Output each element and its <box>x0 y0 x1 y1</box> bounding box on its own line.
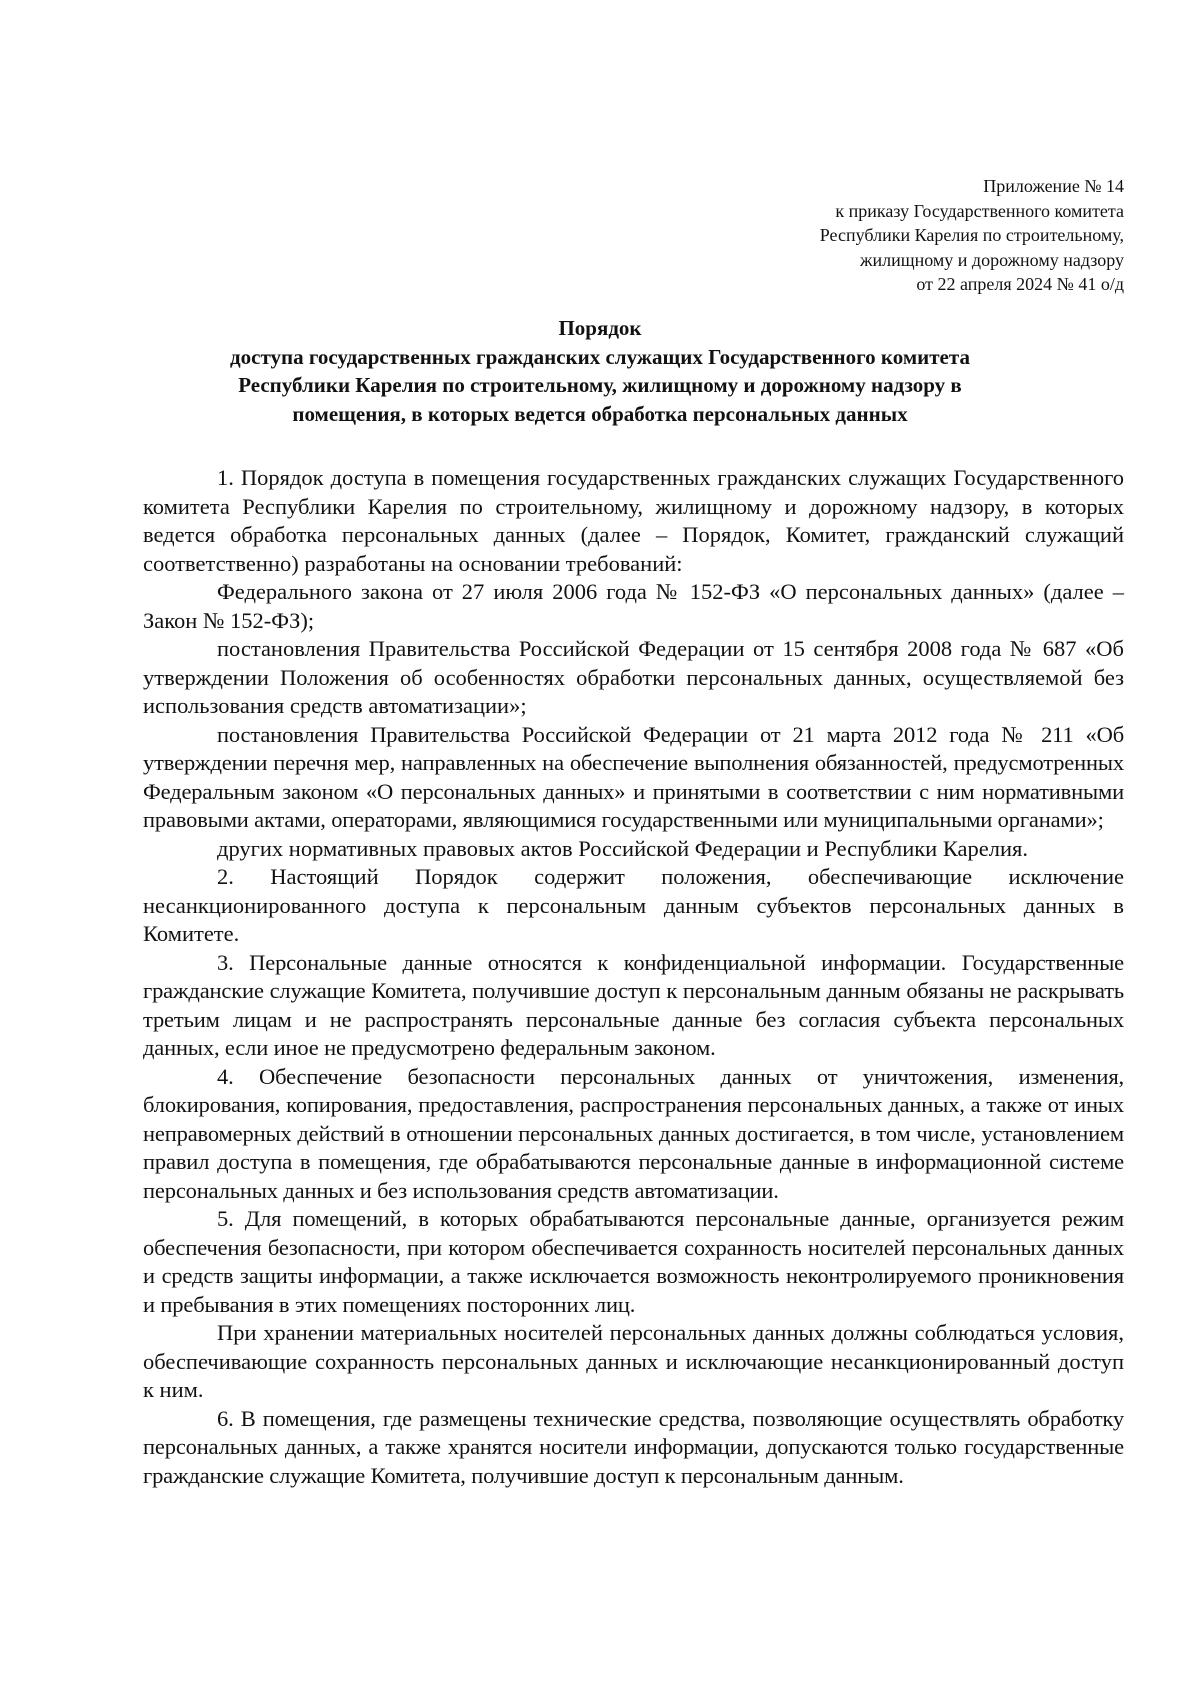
title-line: Республики Карелия по строительному, жилищному и дорожному надзору в <box>238 373 962 397</box>
document-title <box>130 314 1070 428</box>
paragraph: 1. Порядок доступа в помещения государственных гражданских служащих Государственного комитета Республики Карелия по строительному, жилищному и дорожному надзору, в которых ведется обработка персональных данных (далее – Порядок, Комитет, гражданский служащий соответственно) разработаны на основании требований: <box>143 465 1124 576</box>
paragraph: постановления Правительства Российской Федерации от 15 сентября 2008 года № 687 «Об утверждении Положения об особенностях обработки персональных данных, осуществляемой без использования средств автоматизации»; <box>143 636 1124 718</box>
paragraph: других нормативных правовых актов Российской Федерации и Республики Карелия. <box>217 835 1029 861</box>
appendix-order-line: жилищному и дорожному надзору <box>860 249 1124 270</box>
appendix-order-line: к приказу Государственного комитета <box>835 200 1124 221</box>
appendix-header <box>704 174 1124 297</box>
document-body <box>143 464 1124 1490</box>
paragraph: 5. Для помещений, в которых обрабатываются персональные данные, организуется режим обеспечения безопасности, при котором обеспечивается сохранность носителей персональных данных и средств защиты информации, а также исключается возможность неконтролируемого проникновения и пребывания в этих помещениях посторонних лиц. <box>143 1206 1124 1317</box>
appendix-order-line: Республики Карелия по строительному, <box>819 225 1124 245</box>
paragraph: 6. В помещения, где размещены технические средства, позволяющие осуществлять обработку персональных данных, а также хранятся носители информации, допускаются только государственные гражданские служащие Комитета, получившие доступ к персональным данным. <box>143 1405 1124 1488</box>
paragraph: 2. Настоящий Порядок содержит положения, обеспечивающие исключение несанкционированного доступа к персональным данным субъектов персональных данных в Комитете. <box>143 864 1124 946</box>
paragraph: постановления Правительства Российской Федерации от 21 марта 2012 года № 211 «Об утверждении перечня мер, направленных на обеспечение выполнения обязанностей, предусмотренных Федеральным законом «О персональных данных» и принятыми в соответствии с ним нормативными правовыми актами, операторами, являющимися государственными или муниципальными органами»; <box>143 721 1124 832</box>
paragraph: Федерального закона от 27 июля 2006 года № 152-ФЗ «О персональных данных» (далее – Закон № 152-ФЗ); <box>143 579 1124 633</box>
paragraph: 3. Персональные данные относятся к конфиденциальной информации. Государственные гражданские служащие Комитета, получившие доступ к персональным данным обязаны не раскрывать третьим лицам и не распространять персональные данные без согласия субъекта персональных данных, если иное не предусмотрено федеральным законом. <box>143 949 1124 1060</box>
paragraph: 4. Обеспечение безопасности персональных данных от уничтожения, изменения, блокирования, копирования, предоставления, распространения персональных данных, а также от иных неправомерных действий в отношении персональных данных достигается, в том числе, установлением правил доступа в помещения, где обрабатываются персональные данные в информационной системе персональных данных и без использования средств автоматизации. <box>143 1063 1124 1203</box>
title-heading: Порядок <box>558 316 642 340</box>
title-line: доступа государственных гражданских служащих Государственного комитета <box>230 344 970 369</box>
title-line: помещения, в которых ведется обработка персональных данных <box>292 401 908 426</box>
paragraph: При хранении материальных носителей персональных данных должны соблюдаться условия, обеспечивающие сохранность персональных данных и исключающие несанкционированный доступ к ним. <box>143 1320 1124 1402</box>
appendix-number: Приложение № 14 <box>983 176 1124 196</box>
appendix-date: от 22 апреля 2024 № 41 о/д <box>916 274 1124 294</box>
